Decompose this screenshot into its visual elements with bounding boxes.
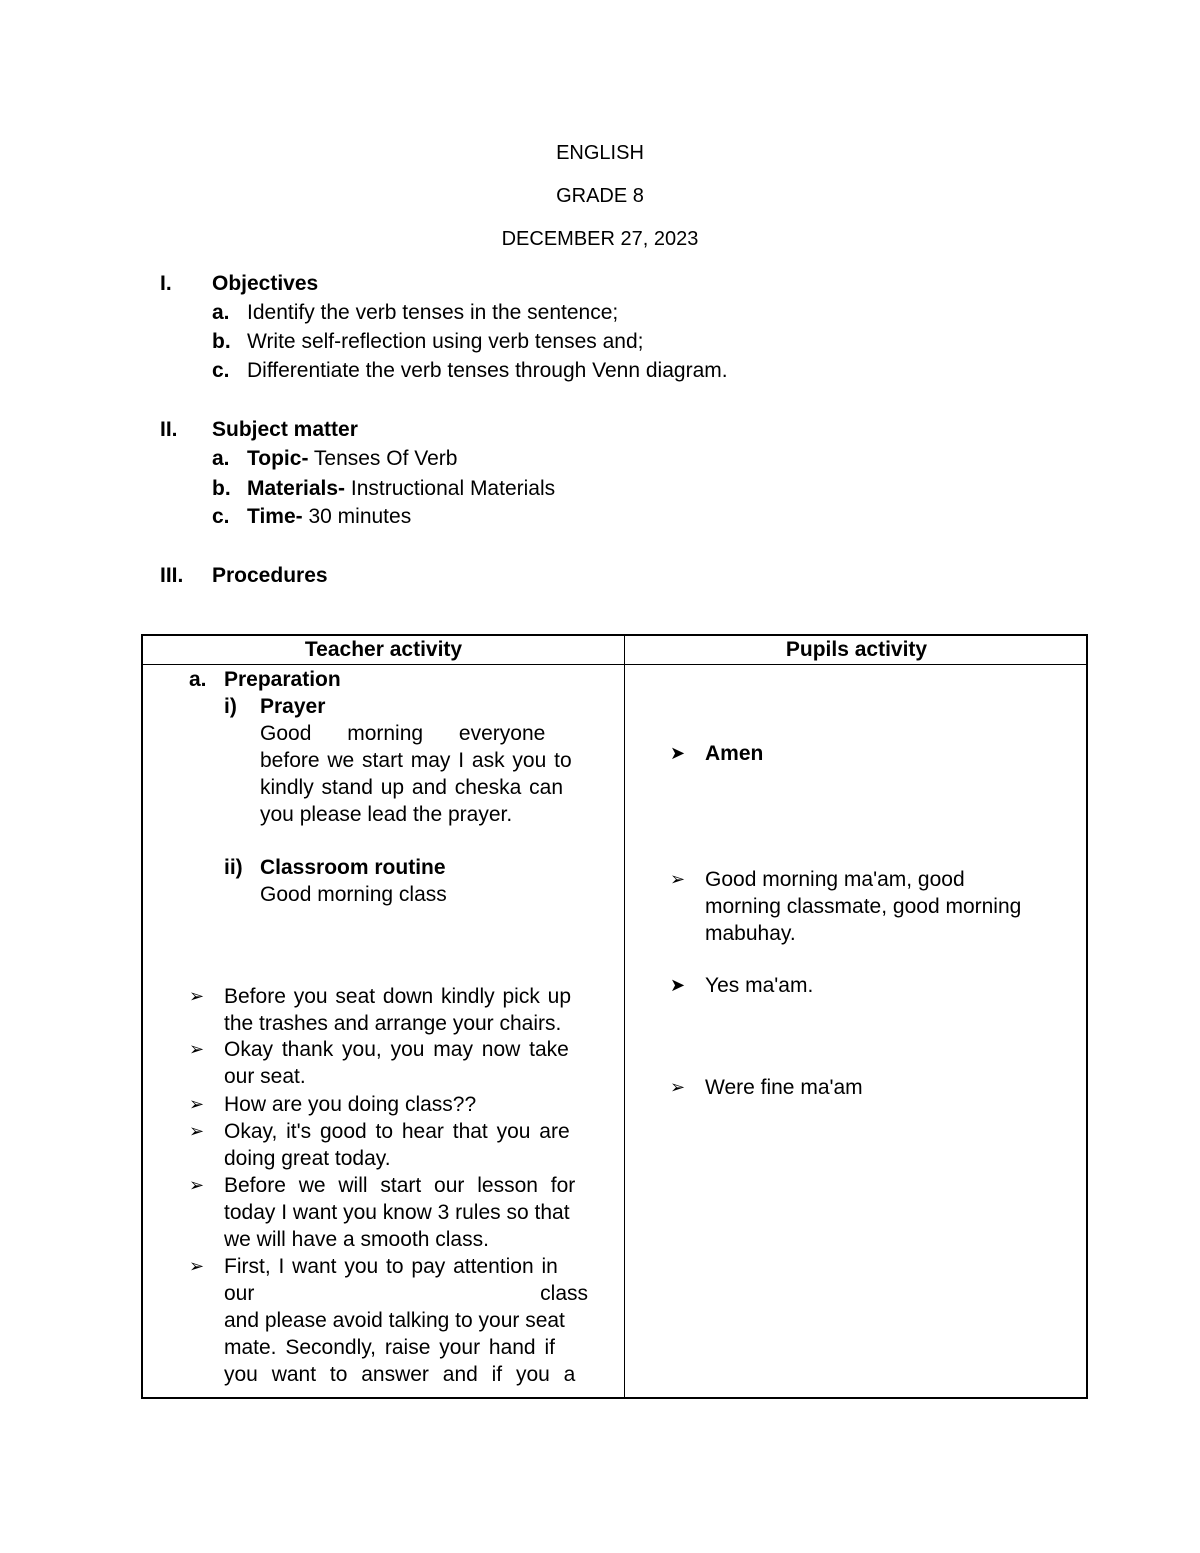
pupil-response-greeting (705, 866, 1085, 947)
procedures-table (141, 634, 1088, 1399)
text-line: Okay thank you, you may now take (224, 1038, 569, 1061)
text-line: Okay, it's good to hear that you are (224, 1120, 570, 1143)
teacher-bullet (224, 1091, 614, 1118)
section-title-objectives: Objectives (212, 272, 319, 295)
text-line: mate. Secondly, raise your hand if (224, 1336, 555, 1359)
header-divider (143, 664, 1086, 665)
subject-heading: ENGLISH (556, 142, 644, 164)
text-line: you please lead the prayer. (260, 803, 513, 826)
text-line: How are you doing class?? (224, 1093, 477, 1116)
routine-text: Good morning class (260, 883, 447, 906)
section-title-procedures: Procedures (212, 564, 328, 587)
text-line: the trashes and arrange your chairs. (224, 1012, 562, 1035)
item-letter: b. (212, 330, 231, 353)
item-letter: a. (212, 447, 230, 470)
subject-matter-item (212, 505, 411, 529)
prayer-number: i) (224, 695, 237, 718)
text-line: today I want you know 3 rules so that (224, 1201, 570, 1224)
routine-number: ii) (224, 856, 243, 879)
section-numeral-objectives: I. (160, 272, 172, 295)
item-text: Identify the verb tenses in the sentence; (247, 301, 619, 324)
text-line: we will have a smooth class. (224, 1228, 489, 1251)
text-line: kindly stand up and cheska can (260, 776, 564, 799)
pupil-response-fine: Were fine ma'am (705, 1076, 863, 1099)
item-text: Write self-reflection using verb tenses and; (247, 330, 644, 353)
teacher-bullet (224, 983, 614, 1037)
column-divider (624, 636, 625, 1397)
arrow-bullet-icon: ➢ (189, 1039, 205, 1059)
item-letter: a. (212, 301, 230, 324)
column-header-pupils: Pupils activity (785, 638, 928, 661)
section-title-subject-matter: Subject matter (212, 418, 358, 441)
item-label: Topic- (247, 447, 309, 470)
pupil-response-yes: Yes ma'am. (705, 974, 814, 997)
text-line: First, I want you to pay attention in (224, 1255, 558, 1278)
preparation-letter: a. (189, 668, 207, 691)
item-text: Differentiate the verb tenses through Venn diagram. (247, 359, 728, 382)
subject-matter-item (212, 447, 457, 471)
teacher-bullet (224, 1118, 614, 1172)
item-letter: b. (212, 477, 231, 500)
arrow-bullet-icon: ➢ (189, 986, 205, 1006)
text-line: doing great today. (224, 1147, 391, 1170)
arrow-bullet-icon: ➢ (670, 1077, 686, 1097)
column-header-teacher: Teacher activity (304, 638, 463, 661)
text-line: our seat. (224, 1065, 306, 1088)
routine-title: Classroom routine (260, 856, 446, 879)
arrow-bullet-icon: ➢ (189, 1121, 205, 1141)
arrow-bullet-icon: ➤ (670, 975, 686, 995)
section-numeral-subject-matter: II. (160, 418, 178, 441)
subject-matter-item (212, 477, 555, 501)
teacher-bullet (224, 1036, 614, 1090)
section-numeral-procedures: III. (160, 564, 184, 587)
text-line: morning classmate, good morning (705, 895, 1022, 918)
teacher-bullet (224, 1172, 614, 1253)
grade-heading: GRADE 8 (556, 185, 644, 207)
item-text: 30 minutes (302, 505, 412, 528)
arrow-bullet-icon: ➢ (189, 1175, 205, 1195)
preparation-title: Preparation (224, 668, 341, 691)
item-label: Materials- (247, 477, 346, 500)
text-line: you want to answer and if you a (224, 1363, 576, 1386)
item-letter: c. (212, 359, 230, 382)
text-line: Before we will start our lesson for (224, 1174, 576, 1197)
text-line: Good morning everyone (260, 722, 546, 745)
prayer-text (260, 720, 613, 828)
teacher-bullet (224, 1253, 614, 1388)
arrow-bullet-icon: ➢ (189, 1094, 205, 1114)
pupil-response-amen: Amen (705, 742, 764, 765)
text-line: mabuhay. (705, 922, 796, 945)
arrow-bullet-icon: ➢ (670, 869, 686, 889)
item-text: Tenses Of Verb (308, 447, 458, 470)
objective-item (212, 301, 618, 325)
item-letter: c. (212, 505, 230, 528)
text-line: Good morning ma'am, good (705, 868, 965, 891)
date-heading: DECEMBER 27, 2023 (501, 228, 699, 250)
objective-item (212, 330, 643, 354)
text-line: Before you seat down kindly pick up (224, 985, 572, 1008)
prayer-title: Prayer (260, 695, 326, 718)
arrow-bullet-icon: ➢ (189, 1256, 205, 1276)
item-text: Instructional Materials (345, 477, 556, 500)
arrow-bullet-icon: ➤ (670, 743, 686, 763)
text-line: our class (224, 1282, 589, 1305)
text-line: and please avoid talking to your seat (224, 1309, 565, 1332)
objective-item (212, 359, 728, 383)
text-line: before we start may I ask you to (260, 749, 572, 772)
item-label: Time- (247, 505, 303, 528)
